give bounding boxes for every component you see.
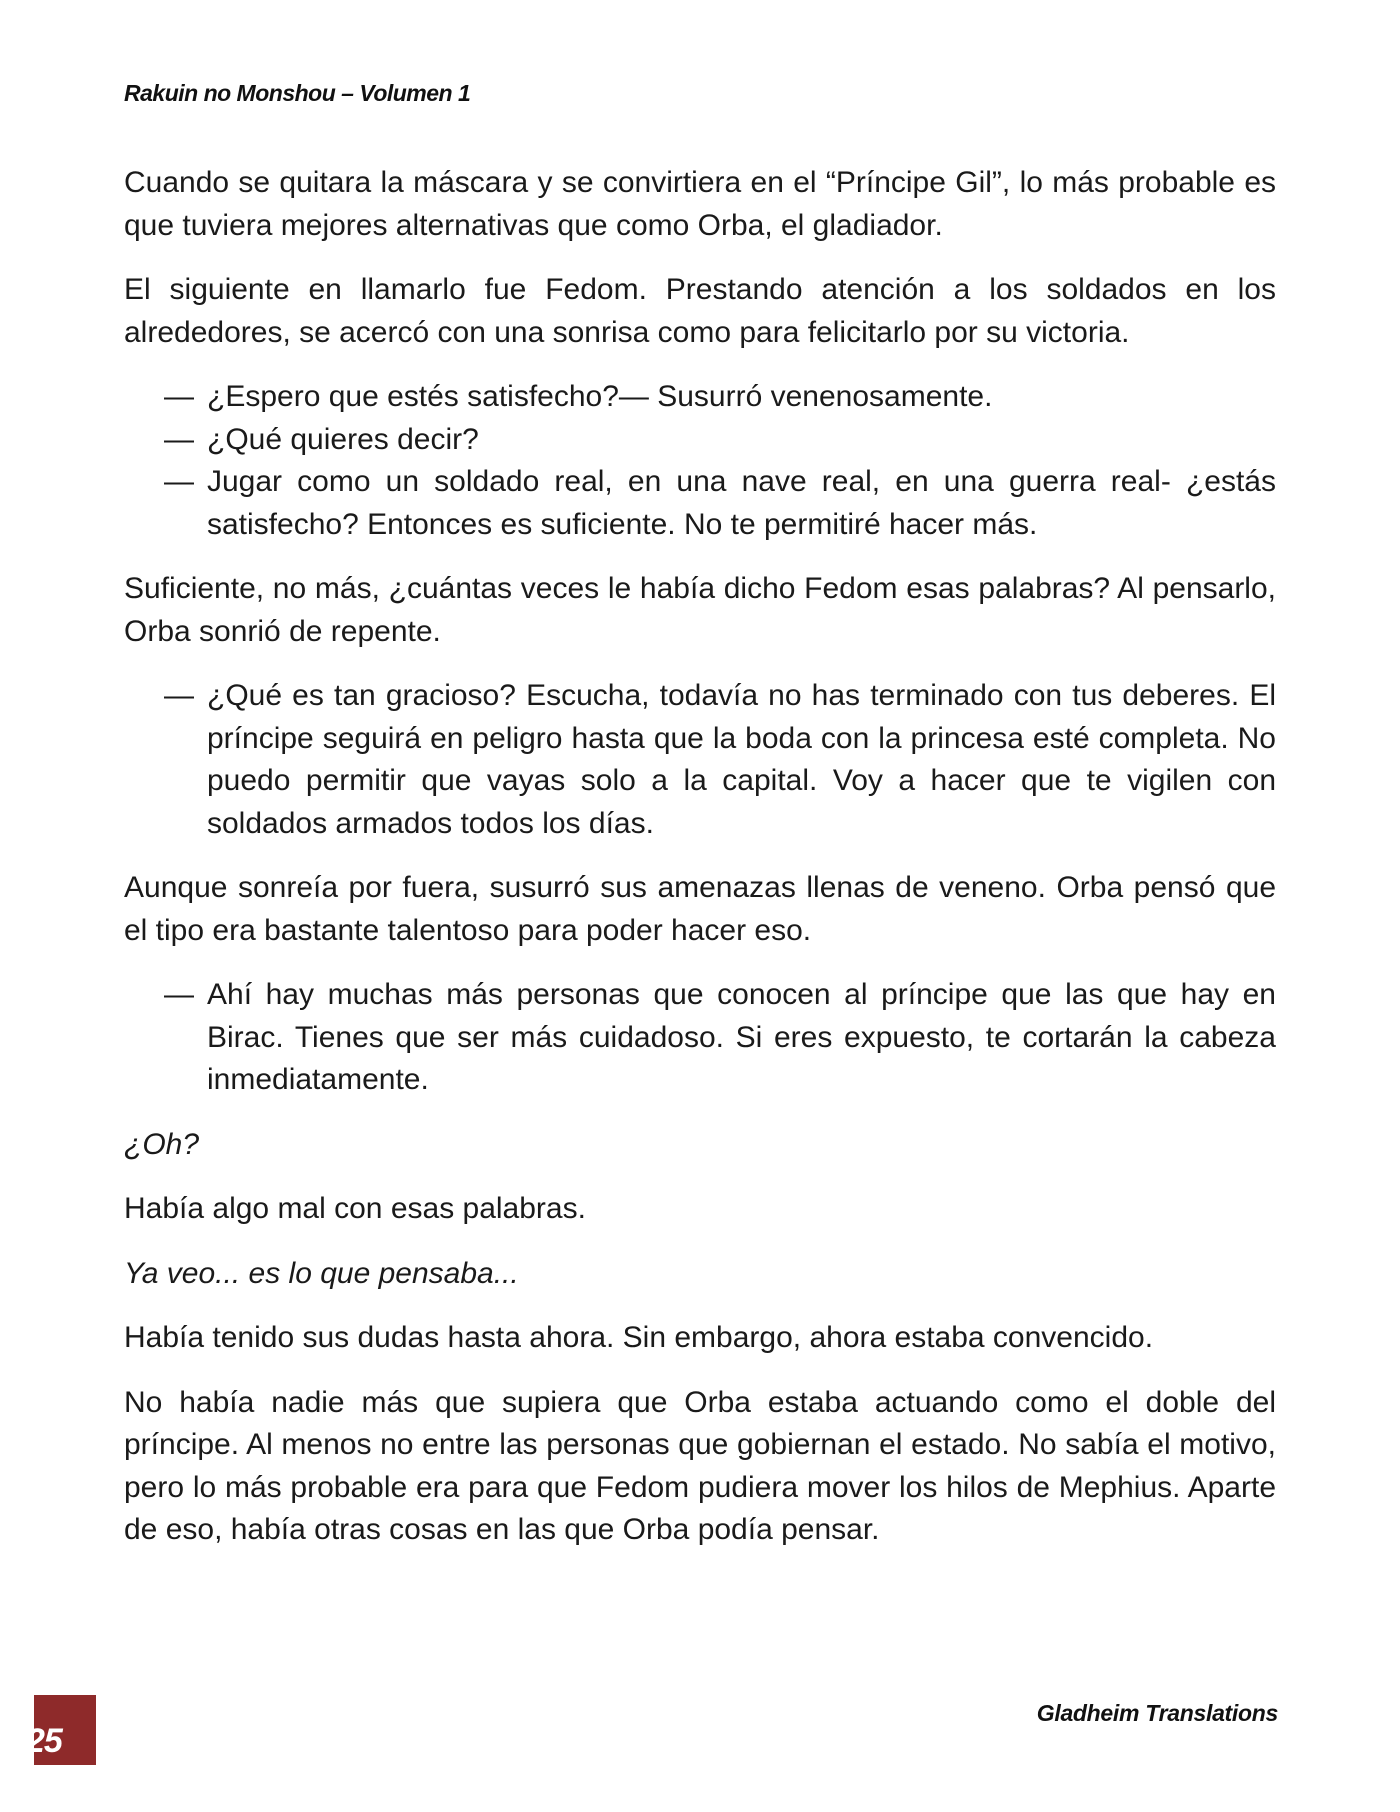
paragraph-9: No había nadie más que supiera que Orba estaba actuando como el doble del príncipe. Al menos no entre las personas que gobiernan el estado. No sabía el motivo, pero lo más probable era para que Fedom pudiera mover los hilos de Mephius. Aparte de eso, había otras cosas en las que Orba podía pensar. [124,1385,1276,1546]
page-content [124,162,1276,1574]
dialogue-text: ¿Qué es tan gracioso? Escucha, todavía no has terminado con tus deberes. El príncipe seguirá en peligro hasta que la boda con la princesa esté completa. No puedo permitir que vayas solo a la capital. Voy a hacer que te vigilen con soldados armados todos los días. [207,679,1276,840]
paragraph-6: Había algo mal con esas palabras. [124,1192,586,1225]
paragraph-5-thought: ¿Oh? [124,1127,200,1161]
dialogue-line [164,376,1276,419]
page-number: 25 [26,1722,62,1760]
em-dash: — [164,380,194,413]
paragraph-8: Había tenido sus dudas hasta ahora. Sin embargo, ahora estaba convencido. [124,1321,1154,1354]
em-dash: — [164,978,194,1011]
running-header: Rakuin no Monshou – Volumen 1 [124,80,471,106]
dialogue-text: ¿Qué quieres decir? [207,422,479,456]
dialogue-line [164,461,1276,546]
dialogue-block-3 [164,974,1276,1102]
dialogue-text: ¿Espero que estés satisfecho?— Susurró venenosamente. [207,380,993,413]
paragraph-4: Aunque sonreía por fuera, susurró sus amenazas llenas de veneno. Orba pensó que el tipo era bastante talentoso para poder hacer eso. [124,871,1276,947]
paragraph-7-thought: Ya veo... es lo que pensaba... [124,1256,519,1290]
dialogue-text: Ahí hay muchas más personas que conocen al príncipe que las que hay en Birac. Tienes que ser más cuidadoso. Si eres expuesto, te cortarán la cabeza inmediatamente. [207,978,1276,1096]
page-number-underline [34,1762,96,1765]
paragraph-2: El siguiente en llamarlo fue Fedom. Prestando atención a los soldados en los alrededores, se acercó con una sonrisa como para felicitarlo por su victoria. [124,273,1276,349]
dialogue-line [164,974,1276,1102]
em-dash: — [164,465,194,498]
dialogue-text: Jugar como un soldado real, en una nave real, en una guerra real- ¿estás satisfecho? Entonces es suficiente. No te permitiré hacer más. [207,465,1276,541]
em-dash: — [164,422,194,456]
paragraph-3: Suficiente, no más, ¿cuántas veces le había dicho Fedom esas palabras? Al pensarlo, Orba sonrió de repente. [124,572,1276,648]
dialogue-line [164,675,1276,845]
em-dash: — [164,679,194,712]
dialogue-block-2 [164,675,1276,845]
dialogue-line [164,419,1276,462]
paragraph-1: Cuando se quitara la máscara y se convirtiera en el “Príncipe Gil”, lo más probable es que tuviera mejores alternativas que como Orba, el gladiador. [124,166,1276,242]
dialogue-block-1 [164,376,1276,546]
footer-credit: Gladheim Translations [1036,1700,1278,1726]
